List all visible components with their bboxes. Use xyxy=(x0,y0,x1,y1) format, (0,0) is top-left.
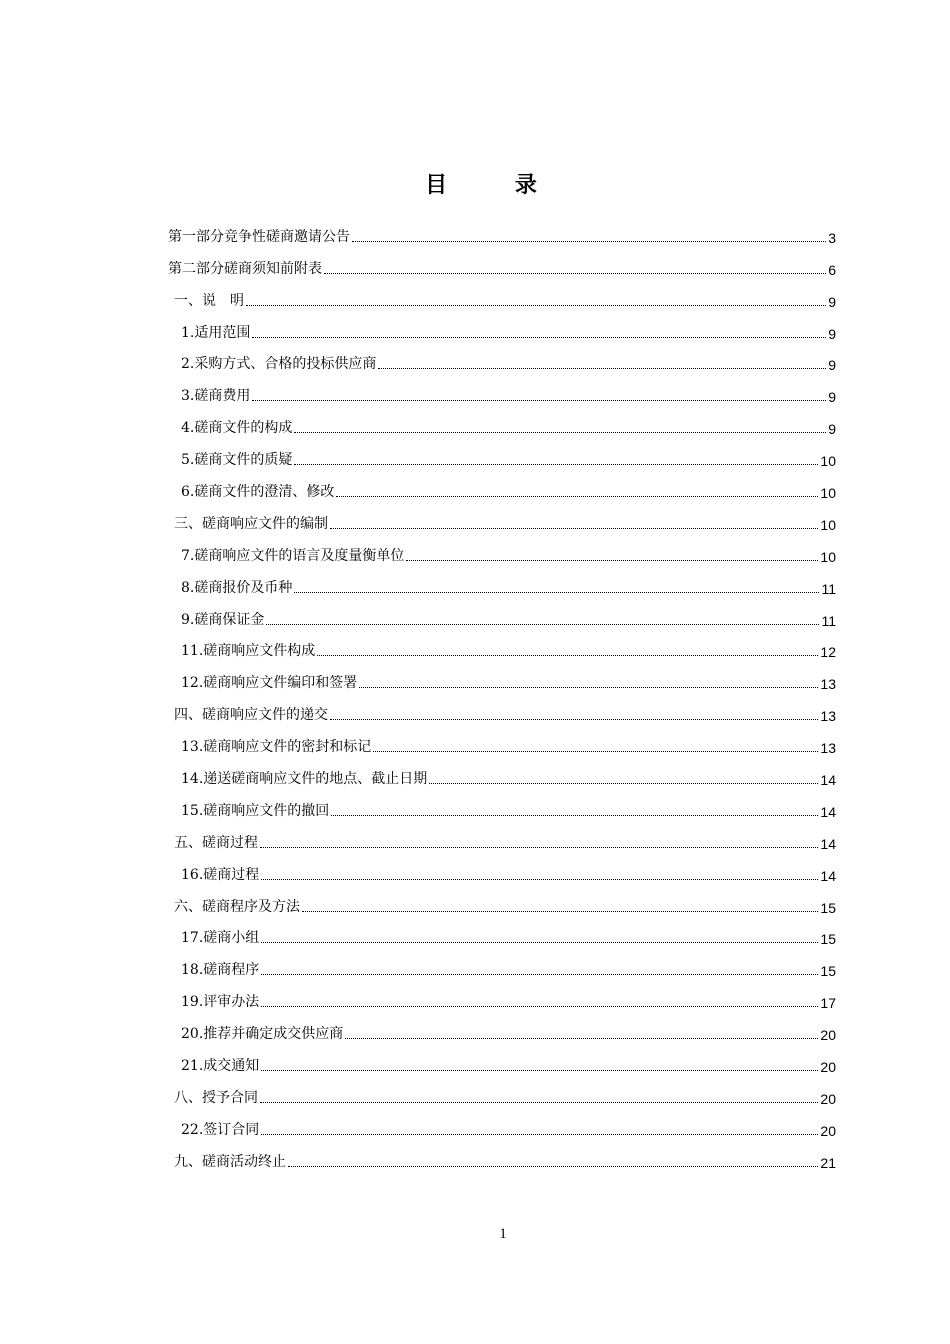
toc-entry[interactable] xyxy=(168,694,836,726)
toc-entry-label: 三、磋商响应文件的编制 xyxy=(174,515,328,532)
toc-dot-leader xyxy=(260,1102,818,1103)
toc-dot-leader xyxy=(330,528,818,529)
toc-dot-leader xyxy=(378,368,826,369)
toc-entry-label: 13.磋商响应文件的密封和标记 xyxy=(181,739,372,756)
toc-entry[interactable] xyxy=(168,344,836,376)
toc-dot-leader xyxy=(429,783,818,784)
toc-dot-leader xyxy=(294,432,826,433)
toc-entry[interactable] xyxy=(168,280,836,312)
toc-entry-page: 20 xyxy=(820,1090,836,1107)
toc-dot-leader xyxy=(406,560,818,561)
toc-entry-label: 16.磋商过程 xyxy=(181,866,260,883)
toc-entry-label: 4.磋商文件的构成 xyxy=(181,420,293,437)
toc-entry-label: 6.磋商文件的澄清、修改 xyxy=(181,484,335,501)
toc-entry-page: 20 xyxy=(820,1122,836,1139)
toc-entry-label: 8.磋商报价及币种 xyxy=(181,579,293,596)
toc-dot-leader xyxy=(252,400,826,401)
toc-dot-leader xyxy=(288,1166,818,1167)
toc-entry-page: 20 xyxy=(820,1059,836,1076)
table-of-contents xyxy=(168,216,836,1173)
toc-dot-leader xyxy=(260,847,818,848)
toc-entry-label: 12.磋商响应文件编印和签署 xyxy=(181,675,358,692)
toc-entry-page: 14 xyxy=(820,772,836,789)
toc-entry[interactable] xyxy=(168,407,836,439)
toc-entry[interactable] xyxy=(168,248,836,280)
toc-dot-leader xyxy=(261,974,818,975)
toc-entry[interactable] xyxy=(168,216,836,248)
toc-entry-page: 11 xyxy=(821,580,836,597)
toc-dot-leader xyxy=(261,879,818,880)
toc-entry-label: 21.成交通知 xyxy=(181,1058,260,1075)
toc-entry-page: 15 xyxy=(820,899,836,916)
toc-entry-label: 3.磋商费用 xyxy=(181,388,251,405)
toc-entry-page: 3 xyxy=(828,229,836,246)
toc-entry-label: 五、磋商过程 xyxy=(174,834,258,851)
toc-entry-label: 11.磋商响应文件构成 xyxy=(181,643,316,660)
toc-entry[interactable] xyxy=(168,1141,836,1173)
toc-entry[interactable] xyxy=(168,662,836,694)
toc-entry[interactable] xyxy=(168,886,836,918)
toc-entry-label: 2.采购方式、合格的投标供应商 xyxy=(181,356,377,373)
toc-entry-label: 5.磋商文件的质疑 xyxy=(181,452,293,469)
toc-entry-page: 9 xyxy=(828,421,836,438)
toc-dot-leader xyxy=(302,911,818,912)
toc-entry-page: 6 xyxy=(828,261,836,278)
toc-dot-leader xyxy=(331,815,818,816)
toc-dot-leader xyxy=(261,1006,818,1007)
toc-dot-leader xyxy=(336,496,818,497)
toc-entry-page: 9 xyxy=(828,325,836,342)
toc-entry-label: 19.评审办法 xyxy=(181,994,260,1011)
toc-entry-label: 18.磋商程序 xyxy=(181,962,260,979)
toc-entry[interactable] xyxy=(168,918,836,950)
toc-entry-label: 九、磋商活动终止 xyxy=(174,1153,286,1170)
toc-entry[interactable] xyxy=(168,631,836,663)
toc-entry-label: 7.磋商响应文件的语言及度量衡单位 xyxy=(181,547,405,564)
toc-entry-page: 11 xyxy=(821,612,836,629)
toc-entry[interactable] xyxy=(168,312,836,344)
toc-entry[interactable] xyxy=(168,854,836,886)
toc-entry-label: 15.磋商响应文件的撤回 xyxy=(181,802,330,819)
toc-entry-page: 14 xyxy=(820,803,836,820)
toc-dot-leader xyxy=(266,624,819,625)
toc-entry-label: 22.签订合同 xyxy=(181,1121,260,1138)
toc-entry-page: 13 xyxy=(820,676,836,693)
toc-entry-page: 9 xyxy=(828,293,836,310)
toc-entry-page: 9 xyxy=(828,389,836,406)
toc-dot-leader xyxy=(261,1070,818,1071)
toc-dot-leader xyxy=(252,337,826,338)
toc-entry-page: 17 xyxy=(820,995,836,1012)
toc-entry-page: 20 xyxy=(820,1027,836,1044)
toc-title: 目 录 xyxy=(425,173,567,198)
toc-dot-leader xyxy=(294,464,818,465)
toc-dot-leader xyxy=(294,592,819,593)
toc-entry-label: 1.适用范围 xyxy=(181,324,251,341)
toc-dot-leader xyxy=(373,751,818,752)
toc-entry-page: 21 xyxy=(820,1154,836,1171)
toc-entry[interactable] xyxy=(168,790,836,822)
toc-entry[interactable] xyxy=(168,758,836,790)
toc-entry[interactable] xyxy=(168,981,836,1013)
toc-entry-label: 六、磋商程序及方法 xyxy=(174,898,300,915)
toc-entry[interactable] xyxy=(168,439,836,471)
toc-dot-leader xyxy=(317,655,818,656)
toc-entry-page: 12 xyxy=(820,644,836,661)
toc-dot-leader xyxy=(261,1134,818,1135)
toc-entry-page: 15 xyxy=(820,963,836,980)
toc-entry-page: 14 xyxy=(820,867,836,884)
toc-dot-leader xyxy=(261,942,818,943)
toc-entry[interactable] xyxy=(168,535,836,567)
toc-entry[interactable] xyxy=(168,949,836,981)
toc-dot-leader xyxy=(324,273,826,274)
toc-entry[interactable] xyxy=(168,375,836,407)
toc-entry-label: 9.磋商保证金 xyxy=(181,611,265,628)
toc-entry-label: 17.磋商小组 xyxy=(181,930,260,947)
toc-entry-page: 10 xyxy=(820,548,836,565)
toc-entry-label: 四、磋商响应文件的递交 xyxy=(174,707,328,724)
toc-entry-page: 9 xyxy=(828,357,836,374)
toc-dot-leader xyxy=(352,241,826,242)
toc-entry[interactable] xyxy=(168,567,836,599)
toc-entry-page: 10 xyxy=(820,516,836,533)
toc-entry-page: 13 xyxy=(820,740,836,757)
toc-entry-label: 八、授予合同 xyxy=(174,1089,258,1106)
toc-entry[interactable] xyxy=(168,1045,836,1077)
toc-entry[interactable] xyxy=(168,1013,836,1045)
toc-entry[interactable] xyxy=(168,503,836,535)
toc-entry-label: 20.推荐并确定成交供应商 xyxy=(181,1026,344,1043)
page-number: 1 xyxy=(499,1226,507,1242)
toc-dot-leader xyxy=(330,719,818,720)
toc-entry[interactable] xyxy=(168,599,836,631)
toc-entry[interactable] xyxy=(168,471,836,503)
toc-entry-label: 第二部分磋商须知前附表 xyxy=(168,260,322,277)
toc-entry-page: 10 xyxy=(820,485,836,502)
toc-entry[interactable] xyxy=(168,1077,836,1109)
toc-entry[interactable] xyxy=(168,1109,836,1141)
toc-entry-page: 10 xyxy=(820,453,836,470)
toc-dot-leader xyxy=(345,1038,818,1039)
toc-entry-page: 14 xyxy=(820,835,836,852)
toc-entry-label: 第一部分竞争性磋商邀请公告 xyxy=(168,228,350,245)
toc-entry-page: 13 xyxy=(820,708,836,725)
toc-entry[interactable] xyxy=(168,726,836,758)
toc-entry[interactable] xyxy=(168,822,836,854)
toc-dot-leader xyxy=(359,687,818,688)
toc-entry-label: 14.递送磋商响应文件的地点、截止日期 xyxy=(181,771,428,788)
toc-entry-page: 15 xyxy=(820,931,836,948)
toc-entry-label: 一、说 明 xyxy=(174,292,244,309)
toc-dot-leader xyxy=(246,305,826,306)
